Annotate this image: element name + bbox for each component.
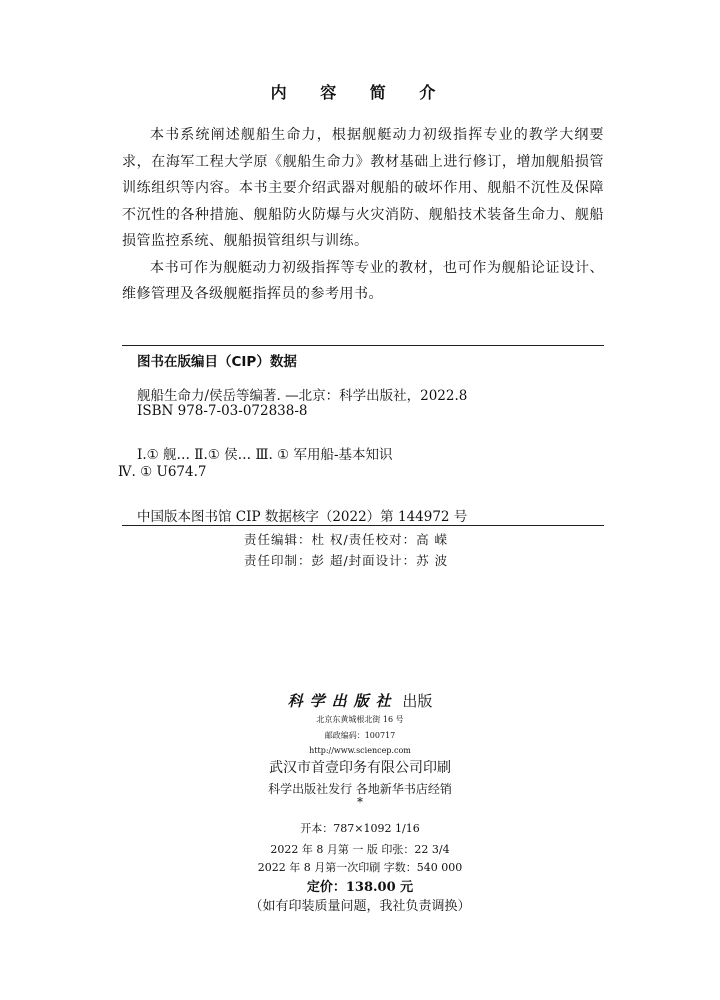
price-line: 定价：138.00 元 <box>306 880 414 895</box>
edition-line: 2022 年 8 月第 一 版 印张：22 3/4 <box>270 843 450 856</box>
printing-line: 2022 年 8 月第一次印刷 字数：540 000 <box>257 861 463 874</box>
publisher-url: http://www.sciencep.com <box>309 746 411 755</box>
cip-isbn: ISBN 978-7-03-072838-8 <box>137 403 308 419</box>
format-line: 开本：787×1092 1/16 <box>300 822 420 835</box>
cip-classification-1: Ⅰ.① 舰… Ⅱ.① 侯… Ⅲ. ① 军用船-基本知识 <box>137 447 393 463</box>
cip-classification-2: Ⅳ. ① U674.7 <box>118 464 207 480</box>
publisher-postcode: 邮政编码：100717 <box>324 731 396 740</box>
publisher-name <box>0 690 720 711</box>
credits-print-line: 责任印制：彭 超/封面设计：苏 波 <box>244 553 449 568</box>
credits-editor-line: 责任编辑：杜 权/责任校对：高 嵘 <box>244 532 449 547</box>
printer-line: 武汉市首壹印务有限公司印刷 <box>269 760 451 776</box>
separator-star: * <box>357 795 363 809</box>
cip-bottom-rule <box>122 525 604 526</box>
intro-paragraph-2: 本书可作为舰艇动力初级指挥等专业的教材，也可作为舰船论证设计、维修管理及各级舰艇指挥员的参考用书。 <box>122 259 604 302</box>
intro-paragraph-1: 本书系统阐述舰船生命力，根据舰艇动力初级指挥专业的教学大纲要求，在海军工程大学原《舰船生命力》教材基础上进行修订，增加舰船损管训练组织等内容。本书主要介绍武器对舰船的破坏作用、舰船不沉性及保障不沉性的各种措施、舰船防火防爆与火灾消防、舰船技术装备生命力、舰船损管监控系统、舰船损管组织与训练。 <box>122 127 604 249</box>
cip-top-rule <box>122 345 604 346</box>
publisher-address: 北京东黄城根北街 16 号 <box>316 715 404 724</box>
cip-data-number: 中国版本图书馆 CIP 数据核字（2022）第 144972 号 <box>137 509 468 525</box>
publisher-name-suffix: 出版 <box>397 692 433 710</box>
publisher-logo-text: 科学出版社 <box>287 692 398 710</box>
cip-heading: 图书在版编目（CIP）数据 <box>137 354 297 370</box>
quality-note: （如有印装质量问题，我社负责调换） <box>249 899 471 914</box>
distribution-line: 科学出版社发行 各地新华书店经销 <box>268 782 452 796</box>
intro-text <box>122 122 604 308</box>
intro-title: 内 容 简 介 <box>270 83 450 102</box>
cip-book-line: 舰船生命力/侯岳等编著. —北京：科学出版社，2022.8 <box>137 388 468 404</box>
